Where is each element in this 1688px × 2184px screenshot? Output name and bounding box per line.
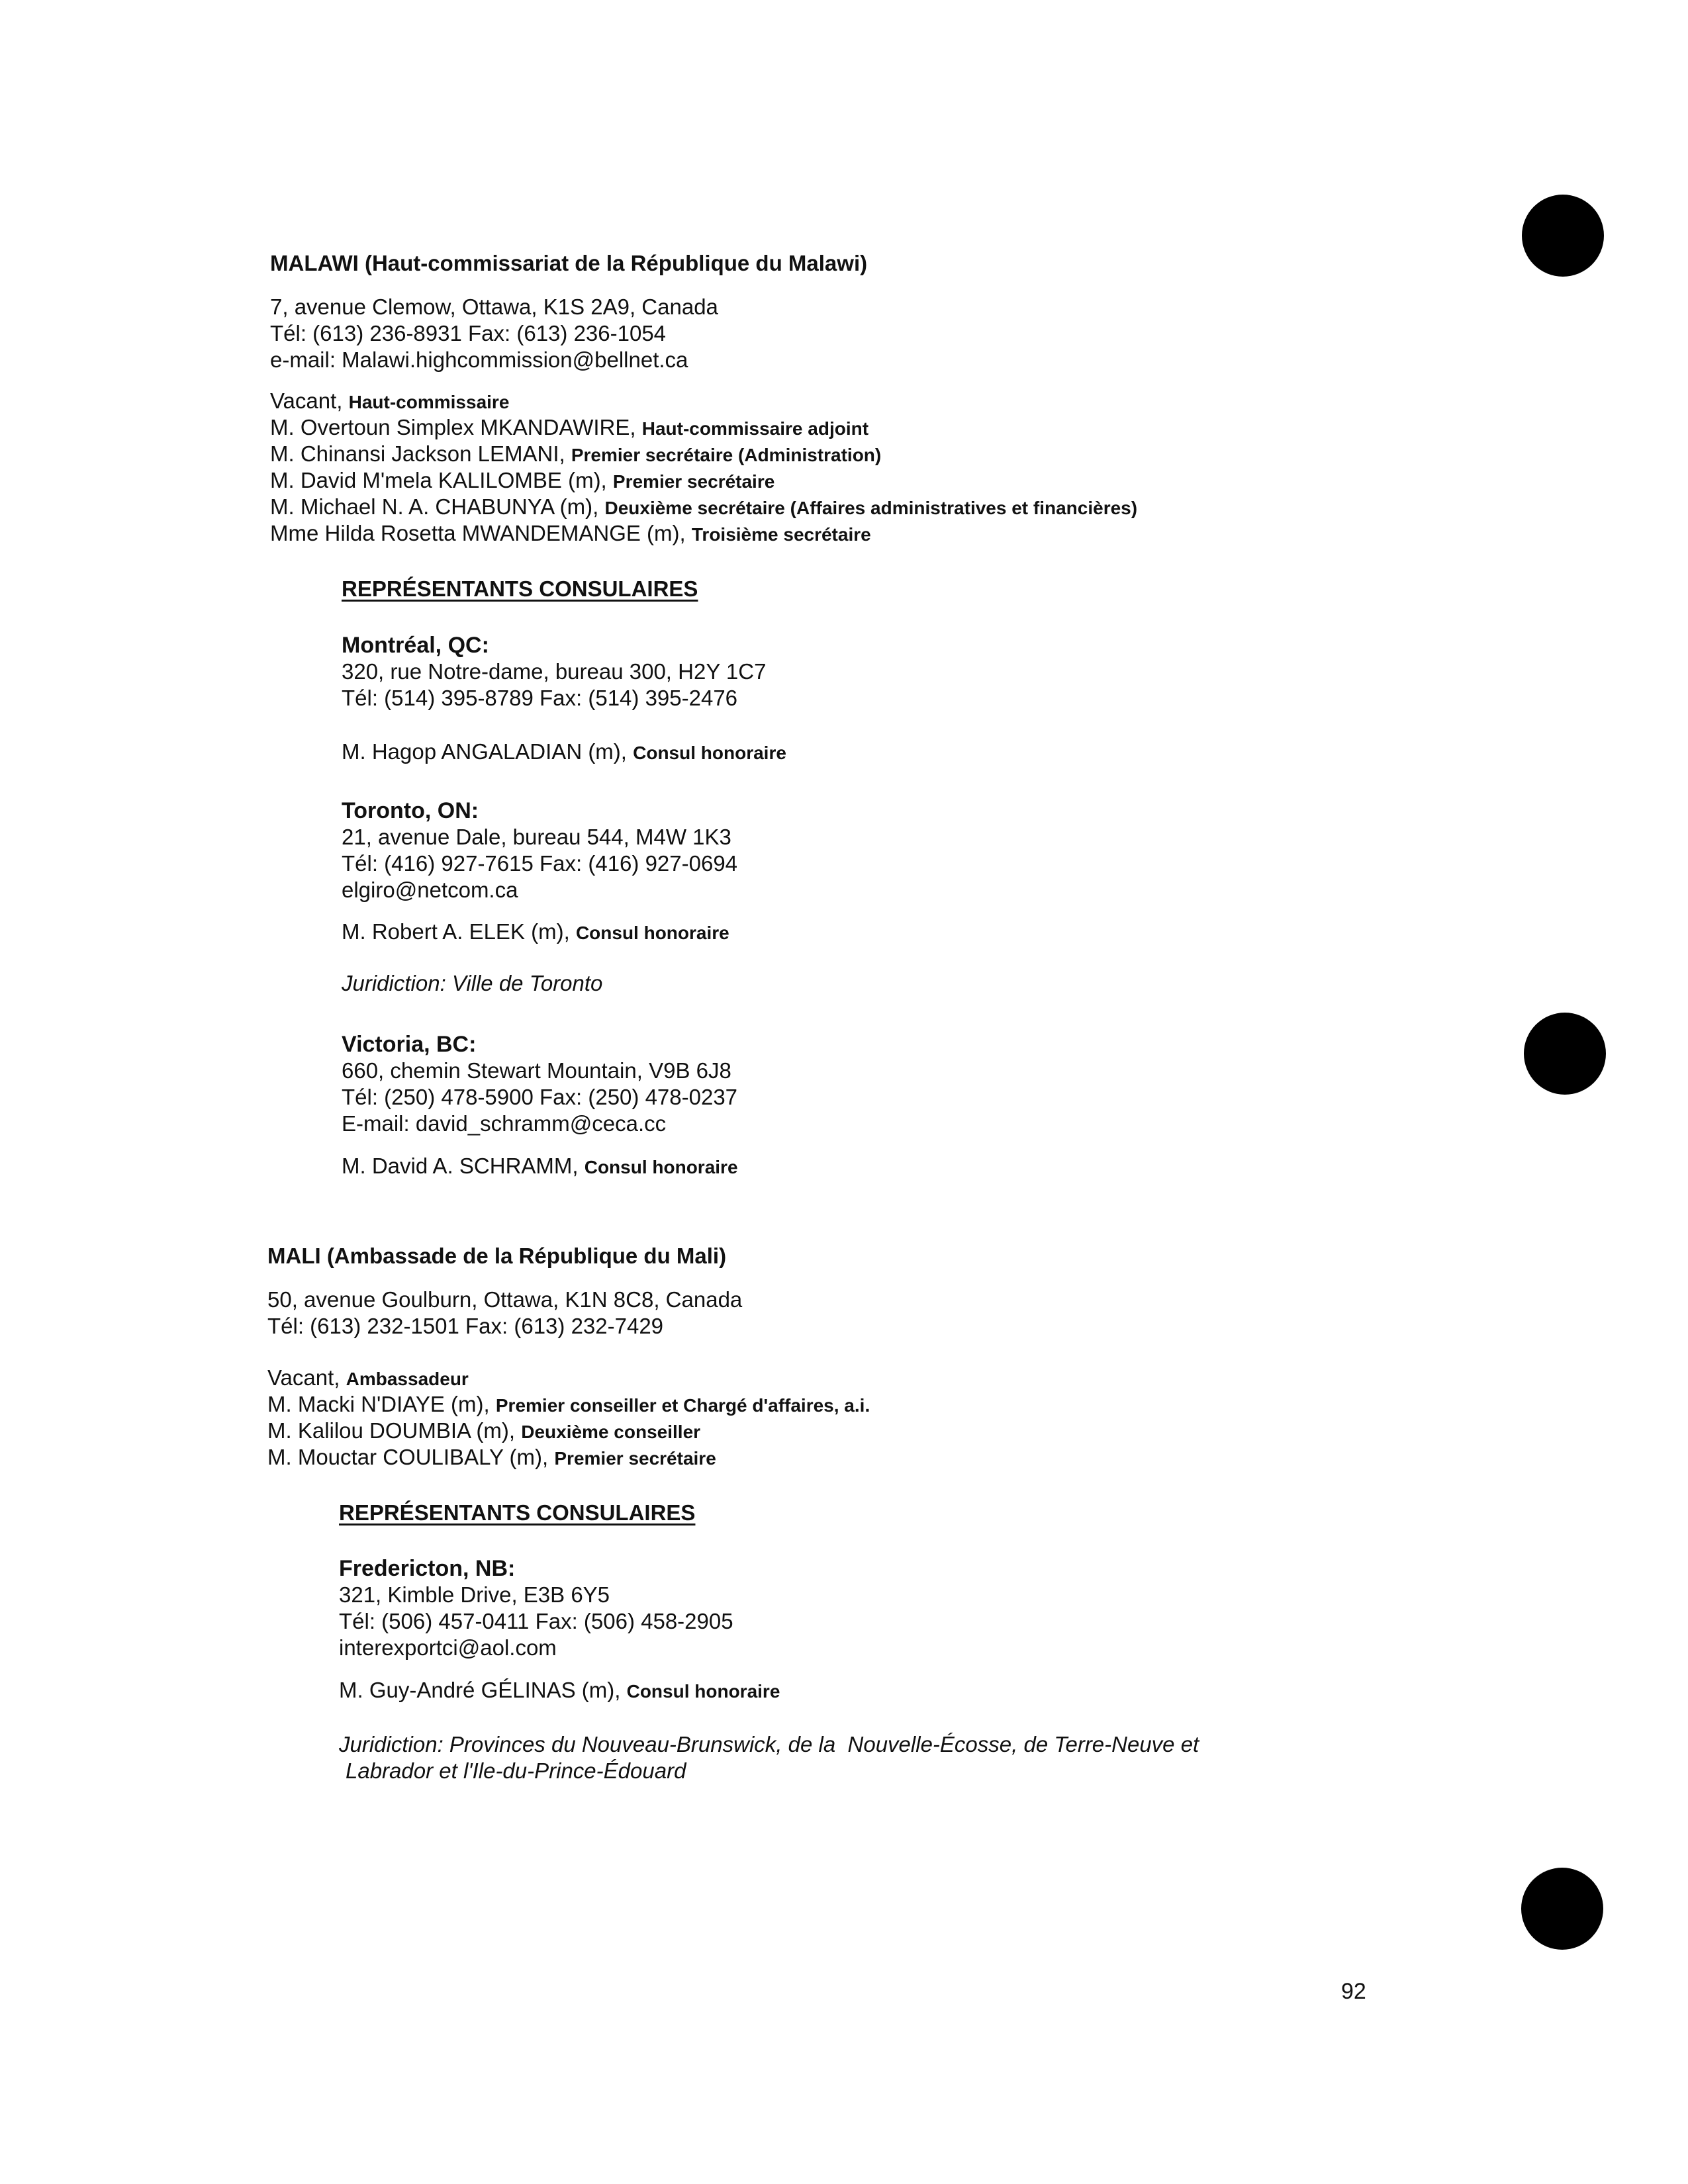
consulate-email: interexportci@aol.com (339, 1635, 557, 1660)
consulate-person (342, 1153, 738, 1181)
consulate-phone: Tél: (514) 395-8789 Fax: (514) 395-2476 (342, 686, 738, 710)
consulate-city: Fredericton, NB: (339, 1556, 516, 1581)
staff-name: M. David M'mela KALILOMBE (m), (270, 468, 607, 492)
staff-entry (267, 1418, 700, 1445)
staff-entry (270, 388, 509, 416)
staff-role: Premier secrétaire (612, 471, 775, 492)
person-name: M. Hagop ANGALADIAN (m), (342, 739, 627, 764)
consulate-address: 320, rue Notre-dame, bureau 300, H2Y 1C7 (342, 659, 767, 684)
person-role: Consul honoraire (633, 743, 786, 763)
person-name: M. Guy-André GÉLINAS (m), (339, 1678, 621, 1702)
consulate-address: 321, Kimble Drive, E3B 6Y5 (339, 1582, 610, 1607)
staff-name: M. Overtoun Simplex MKANDAWIRE, (270, 415, 636, 439)
staff-role: Deuxième secrétaire (Affaires administratives et financières) (604, 498, 1138, 518)
consulate-city: Victoria, BC: (342, 1032, 477, 1057)
punch-hole-middle (1524, 1013, 1606, 1095)
malawi-address: 7, avenue Clemow, Ottawa, K1S 2A9, Canada (270, 295, 718, 319)
consulate-person (339, 1677, 780, 1705)
consulate-city: Montréal, QC: (342, 633, 489, 658)
staff-name: M. Michael N. A. CHABUNYA (m), (270, 494, 599, 519)
consulate-address: 660, chemin Stewart Mountain, V9B 6J8 (342, 1058, 731, 1083)
person-name: M. Robert A. ELEK (m), (342, 919, 570, 944)
staff-role: Premier secrétaire (554, 1448, 716, 1469)
staff-entry (270, 414, 868, 442)
mali-phone: Tél: (613) 232-1501 Fax: (613) 232-7429 (267, 1314, 664, 1338)
person-name: M. David A. SCHRAMM, (342, 1154, 579, 1178)
mali-address: 50, avenue Goulburn, Ottawa, K1N 8C8, Canada (267, 1287, 743, 1312)
staff-name: Mme Hilda Rosetta MWANDEMANGE (m), (270, 521, 686, 545)
consulate-person (342, 919, 729, 946)
consulate-phone: Tél: (506) 457-0411 Fax: (506) 458-2905 (339, 1609, 733, 1633)
malawi-phone: Tél: (613) 236-8931 Fax: (613) 236-1054 (270, 321, 667, 345)
person-role: Consul honoraire (584, 1157, 738, 1177)
staff-name: M. Chinansi Jackson LEMANI, (270, 441, 565, 466)
consulate-jurisdiction: Juridiction: Ville de Toronto (342, 971, 603, 995)
staff-entry (267, 1444, 716, 1472)
staff-entry (270, 520, 871, 548)
staff-entry (270, 467, 774, 495)
consulate-phone: Tél: (250) 478-5900 Fax: (250) 478-0237 (342, 1085, 738, 1109)
mali-heading: MALI (Ambassade de la République du Mali) (267, 1244, 727, 1268)
malawi-email: e-mail: Malawi.highcommission@bellnet.ca (270, 347, 688, 372)
consulate-email: elgiro@netcom.ca (342, 878, 518, 902)
consulate-city: Toronto, ON: (342, 798, 479, 823)
malawi-consular-heading: REPRÉSENTANTS CONSULAIRES (342, 576, 698, 601)
mali-consular-heading: REPRÉSENTANTS CONSULAIRES (339, 1500, 696, 1525)
staff-role: Premier conseiller et Chargé d'affaires, a.i. (495, 1395, 870, 1416)
staff-name: Vacant, (270, 388, 343, 413)
staff-name: Vacant, (267, 1365, 340, 1390)
consulate-jurisdiction-line-1: Juridiction: Provinces du Nouveau-Brunswick, de la Nouvelle-Écosse, de Terre-Neuve et (339, 1732, 1199, 1756)
staff-role: Deuxième conseiller (521, 1422, 701, 1442)
staff-role: Premier secrétaire (Administration) (571, 445, 882, 465)
staff-name: M. Kalilou DOUMBIA (m), (267, 1418, 516, 1443)
person-role: Consul honoraire (626, 1681, 780, 1702)
staff-role: Haut-commissaire (348, 392, 510, 412)
staff-role: Troisième secrétaire (691, 524, 871, 545)
staff-role: Haut-commissaire adjoint (641, 418, 869, 439)
punch-hole-bottom (1521, 1868, 1603, 1950)
page-number: 92 (1341, 1979, 1366, 2004)
staff-name: M. Mouctar COULIBALY (m), (267, 1445, 549, 1469)
consulate-phone: Tél: (416) 927-7615 Fax: (416) 927-0694 (342, 851, 738, 876)
punch-hole-top (1522, 195, 1604, 277)
consulate-email: E-mail: david_schramm@ceca.cc (342, 1111, 667, 1136)
consulate-address: 21, avenue Dale, bureau 544, M4W 1K3 (342, 825, 731, 849)
staff-entry (270, 441, 881, 469)
staff-entry (267, 1365, 469, 1392)
consulate-person (342, 739, 786, 766)
staff-name: M. Macki N'DIAYE (m), (267, 1392, 490, 1416)
staff-entry (267, 1391, 870, 1419)
consulate-jurisdiction-line-2: Labrador et l'Ile-du-Prince-Édouard (346, 1758, 686, 1783)
staff-role: Ambassadeur (346, 1369, 469, 1389)
staff-entry (270, 494, 1137, 522)
person-role: Consul honoraire (575, 923, 729, 943)
malawi-heading: MALAWI (Haut-commissariat de la République du Malawi) (270, 251, 868, 275)
